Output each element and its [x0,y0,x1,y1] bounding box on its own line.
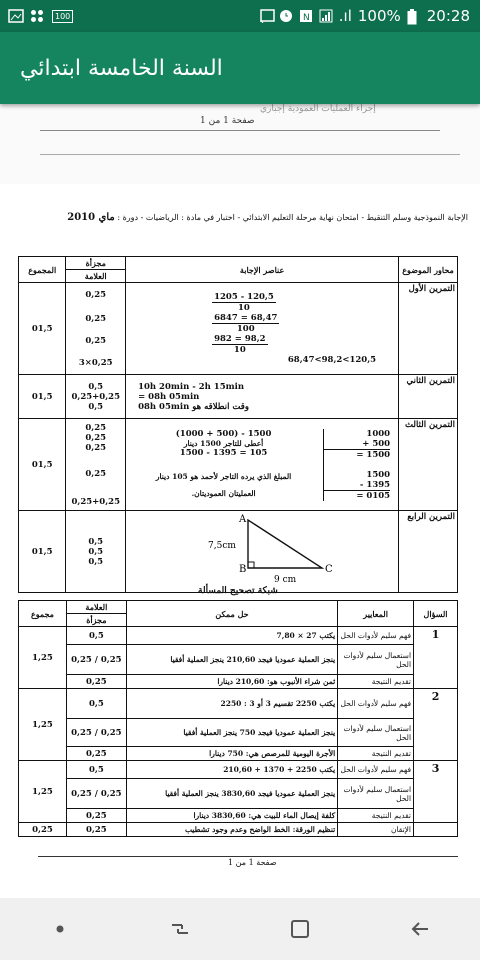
row-total: 0,25 [19,823,67,837]
battery-icon [407,9,421,23]
ex2-total: 01,5 [19,375,66,419]
row-total: 1,25 [19,761,67,823]
ex1-total: 01,5 [19,283,66,375]
col-criteria-header: المعايير [338,601,414,627]
ex4-partials: 0,5 0,5 0,5 [66,511,126,593]
row-criteria: تقديم النتيجة [338,809,414,823]
row-solution: ينجز العملية عموديا فيجد 3830,60 ينجز العملية أفقيا [126,779,337,809]
row-partial: 0,25 / 0,25 [66,779,126,809]
ex4-total: 01,5 [19,511,66,593]
row-partial: 0,5 [66,761,126,779]
row-total: 1,25 [19,689,67,761]
row-partial: 0,25 [66,675,126,689]
row-criteria: فهم سليم لأدوات الحل [338,761,414,779]
col-total-header: مجموع [19,601,67,627]
ex3-label: التمرين الثالث [399,419,458,511]
table-row [19,627,458,645]
row-criteria: تقديم النتيجة [338,675,414,689]
home-button[interactable] [280,909,320,949]
ex3-partials: 0,25 0,25 0,25 0,25 0,25+0,25 [66,419,126,511]
side-ab-label: 7,5cm [208,541,236,551]
col-axes-header: محاور الموضوع [399,257,458,283]
row-partial: 0,5 [66,689,126,719]
table-row [19,689,458,719]
row-partial: 0,25 [66,823,126,837]
ex2-answer: 10h 20min - 2h 15min = 08h 05min 08h 05min وقت انطلاقه هو [126,375,399,419]
row-solution: ثمن شراء الأنبوب هو: 210,60 دينارا [126,675,337,689]
ex1-partials: 0,25 0,25 0,25 3×0,25 [66,283,126,375]
row-partial: 0,5 [66,627,126,645]
recent-apps-icon [168,917,192,941]
vertex-c: C [325,564,333,575]
col-question-header: السؤال [414,601,458,627]
ex4-label: التمرين الرابع [399,511,458,593]
table-row [19,747,458,761]
table-row [19,375,458,419]
cast-icon [259,9,273,23]
divider [38,856,458,857]
gallery-icon [8,9,22,23]
table-row [19,779,458,809]
col-partial-header: مجزأة [66,257,126,270]
row-criteria: استعمال سليم لأدوات الحل [338,645,414,675]
row-question: 3 [414,761,458,823]
triangle-figure [128,512,396,588]
row-criteria: استعمال سليم لأدوات الحل [338,719,414,747]
problem-grid-title: شبكة تصحيح المسألة [198,586,278,596]
answers-table [18,256,458,593]
battery-percent: 100% [357,7,401,25]
divider [40,130,440,131]
col-mark-header: العلامة [66,270,126,283]
status-bar [0,0,480,32]
row-solution: يكتب 2250 تقسيم 3 أو 3 : 2250 [126,689,337,719]
problem-grid-table [18,600,458,837]
col-solution-header: حل ممكن [126,601,337,627]
previous-page-bottom [0,104,480,184]
table-row [19,283,458,375]
ex3-total: 01,5 [19,419,66,511]
ex1-answer: $\frac{1205 - 120,5}{10}$ $\frac{6847 = 68,47}{100}$ $\frac{982 = 98,2}{10}$ 68,47<98,2<120,5 [126,283,399,375]
previous-page-number: صفحة 1 من 1 [200,116,255,126]
row-solution: تنظيم الورقة: الخط الواضح وعدم وجود تشطيب [126,823,337,837]
row-solution: كلفة إيصال الماء للبيت هي: 3830,60 دينارا [126,809,337,823]
table-row [19,675,458,689]
table-row [19,645,458,675]
recent-apps-button[interactable] [160,909,200,949]
row-criteria: تقديم النتيجة [338,747,414,761]
ex4-answer [126,511,399,593]
notification-badge-icon: 100 [52,10,73,23]
session-date: ماي 2010 [67,212,115,223]
row-criteria: فهم سليم لأدوات الحل [338,627,414,645]
clock: 20:28 [426,7,470,25]
assistant-dot-button[interactable] [40,909,80,949]
signal-icon [319,9,333,23]
footer-page-number: صفحة 1 من 1 [228,858,277,867]
row-criteria: الإتقان [338,823,414,837]
document-viewer[interactable] [0,104,480,898]
ex2-label: التمرين الثاني [399,375,458,419]
row-solution: يكتب 2250 + 1370 + 210,60 [126,761,337,779]
row-criteria: فهم سليم لأدوات الحل [338,689,414,719]
col-mark-header: العلامة [66,601,126,614]
col-answer-header: عناصر الإجابة [126,257,399,283]
svg-text:N: N [302,13,310,23]
vertex-a: A [239,514,247,525]
row-partial: 0,25 / 0,25 [66,719,126,747]
table-row [19,719,458,747]
row-solution: ينجز العملية عموديا فيجد 750 ينجز العملية أفقيا [126,719,337,747]
dot-icon [54,923,66,935]
previous-page-text: إجراء العمليات العمودية إجباري [260,104,376,114]
row-question: 2 [414,689,458,761]
header-text: الإجابة النموذجية وسلم التنقيط - امتحان نهاية مرحلة التعليم الابتدائي - اختبار في مادة : الرياضيات - دورة : [117,213,468,222]
row-criteria: استعمال سليم لأدوات الحل [338,779,414,809]
table-row [19,809,458,823]
ex3-answer: (1000 + 500) - 1500 أعطى للتاجر 1500 دينار 1500 - 1395 = 105 المبلغ الذي يرده التاجر لأحمد هو 105 دينار العمليتان العموديتان. 1000 + 500 = 1500 1500 - 1395 = 0105 [126,419,399,511]
page-title: السنة الخامسة ابتدائي [20,55,223,81]
table-row [19,761,458,779]
col-total-header: المجموع [19,257,66,283]
row-total: 1,25 [19,627,67,689]
navigation-bar [0,898,480,960]
apps-grid-icon [30,9,44,23]
table-row [19,511,458,593]
row-solution: الأجرة اليومية للمرصص هي: 750 دينارا [126,747,337,761]
home-icon [288,917,312,941]
divider [40,154,460,155]
signal-bars-label: .ıl [338,7,352,25]
nfc-icon [299,9,313,23]
table-row [19,419,458,511]
row-partial: 0,25 / 0,25 [66,645,126,675]
back-button[interactable] [400,909,440,949]
table-row [19,823,458,837]
document-header [32,212,468,223]
ex2-partials: 0,5 0,25+0,25 0,5 [66,375,126,419]
back-arrow-icon [408,917,432,941]
row-solution: ينجز العملية عموديا فيجد 210,60 ينجز العملية أفقيا [126,645,337,675]
ex1-label: التمرين الأول [399,283,458,375]
row-question [414,823,458,837]
vertex-b: B [239,564,247,575]
document-page [18,212,468,872]
row-solution: يكتب 27 × 7,80 [126,627,337,645]
col-partial-header: مجزأة [66,614,126,627]
row-question: 1 [414,627,458,689]
app-bar [0,32,480,104]
side-bc-label: 9 cm [274,575,297,585]
row-partial: 0,25 [66,809,126,823]
alarm-icon [279,9,293,23]
row-partial: 0,25 [66,747,126,761]
